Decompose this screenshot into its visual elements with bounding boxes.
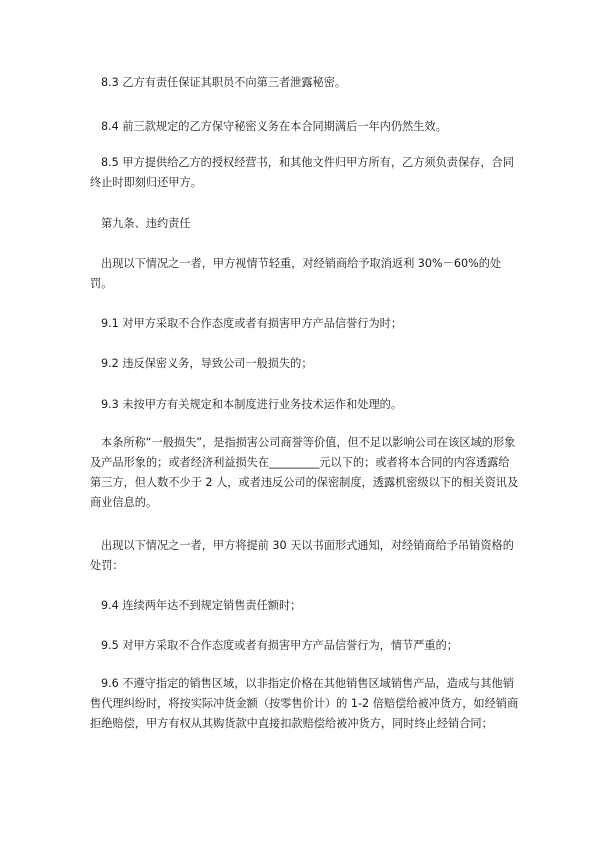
clause-8-5: 8.5 甲方提供给乙方的授权经营书，和其他文件归甲方所有，乙方须负责保存，合同终止时即刻归还甲方。 bbox=[90, 156, 514, 189]
penalty-intro-revocation: 出现以下情况之一者，甲方将提前 30 天以书面形式通知，对经销商给予吊销资格的处罚： bbox=[90, 539, 514, 572]
clause-9-1: 9.1 对甲方采取不合作态度或者有损害甲方产品信誉行为时； bbox=[101, 317, 403, 330]
clause-8-3: 8.3 乙方有责任保证其职员不向第三者泄露秘密。 bbox=[101, 76, 347, 89]
general-loss-definition: 本条所称“一般损失”，是指损害公司商誉等价值，但不足以影响公司在该区域的形象及产品形象的；或者经济利益损失在_________元以下的；或者将本合同的内容透露给第三方，但人数不少于 2 人，或者违反公司的保密制度，透露机密级以下的相关资讯及商业信息的。 bbox=[90, 436, 519, 509]
clause-9-2: 9.2 违反保密义务，导致公司一般损失的； bbox=[101, 357, 313, 370]
section-heading-article-9: 第九条、违约责任 bbox=[101, 217, 191, 230]
clause-9-6: 9.6 不遵守指定的销售区域，以非指定价格在其他销售区域销售产品，造成与其他销售代理纠纷时，将按实际冲货金额（按零售价计）的 1-2 倍赔偿给被冲货方，如经销商拒绝赔偿，甲方有权从其购货款中直接扣款赔偿给被冲货方，同时终止经销合同； bbox=[90, 677, 519, 730]
clause-9-5: 9.5 对甲方采取不合作态度或者有损害甲方产品信誉行为，情节严重的； bbox=[101, 639, 458, 652]
penalty-intro-rebate: 出现以下情况之一者，甲方视情节轻重，对经销商给予取消返利 30%－60%的处罚。 bbox=[90, 257, 502, 290]
clause-8-4: 8.4 前三款规定的乙方保守秘密义务在本合同期满后一年内仍然生效。 bbox=[101, 120, 447, 133]
clause-9-4: 9.4 连续两年达不到规定销售责任额时； bbox=[101, 599, 302, 612]
clause-9-3: 9.3 未按甲方有关规定和本制度进行业务技术运作和处理的。 bbox=[101, 398, 403, 411]
